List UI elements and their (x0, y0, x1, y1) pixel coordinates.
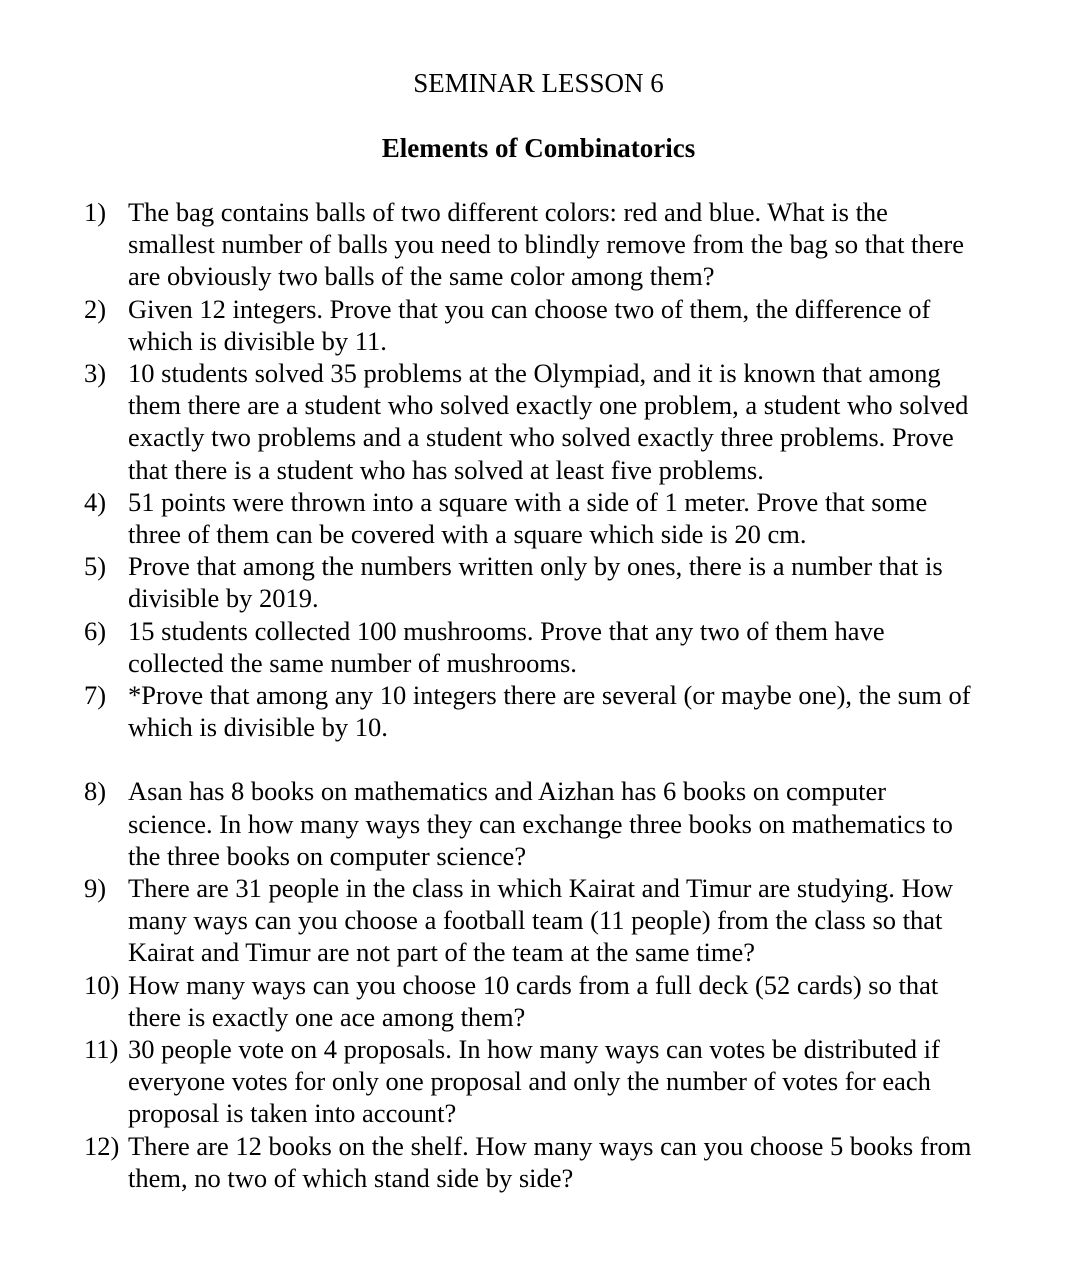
problem-text-line: everyone votes for only one proposal and only the number of votes for each (128, 1066, 931, 1097)
problem-number: 2) (84, 293, 107, 324)
problem-text-line: divisible by 2019. (128, 583, 319, 614)
problem-text-line: The bag contains balls of two different colors: red and blue. What is the (128, 197, 888, 227)
page-title: SEMINAR LESSON 6 (413, 68, 664, 98)
problem-item (84, 969, 1034, 1033)
problem-text-line: proposal is taken into account? (128, 1098, 457, 1129)
problem-number: 10) (84, 969, 120, 1000)
problem-text-line: 10 students solved 35 problems at the Olympiad, and it is known that among (128, 358, 941, 389)
problem-text-line: smallest number of balls you need to blindly remove from the bag so that there (128, 229, 965, 260)
problem-item (84, 679, 1034, 743)
problem-text-line: many ways can you choose a football team (11 people) from the class so that (128, 905, 943, 936)
problem-number: 9) (84, 873, 107, 904)
problem-text-line: How many ways can you choose 10 cards from a full deck (52 cards) so that (128, 969, 939, 1000)
problem-text-line: There are 31 people in the class in which Kairat and Timur are studying. How (128, 873, 953, 904)
problem-number: 12) (84, 1130, 120, 1161)
problem-number: 8) (84, 776, 107, 807)
problem-number: 11) (84, 1034, 119, 1065)
problem-item (84, 872, 1034, 969)
problem-number: 6) (84, 615, 107, 646)
problem-item (84, 293, 1034, 357)
problem-text-line: which is divisible by 11. (128, 325, 387, 356)
problem-item (84, 357, 1034, 486)
problem-text-line: the three books on computer science? (128, 840, 527, 871)
problem-number: 4) (84, 486, 107, 517)
problem-text-line: 51 points were thrown into a square with a side of 1 meter. Prove that some (128, 486, 928, 517)
problem-number: 3) (84, 358, 107, 389)
problem-item (84, 1033, 1034, 1130)
problem-number: 7) (84, 680, 107, 711)
problem-text-line: there is exactly one ace among them? (128, 1001, 526, 1032)
problem-text-line: *Prove that among any 10 integers there are several (or maybe one), the sum of (128, 680, 971, 711)
problem-list (84, 196, 1034, 1194)
problem-text-line: There are 12 books on the shelf. How many ways can you choose 5 books from (128, 1130, 972, 1161)
problem-text-line: collected the same number of mushrooms. (128, 647, 577, 678)
problem-text-line: Prove that among the numbers written only by ones, there is a number that is (128, 551, 943, 582)
problem-text-line: 30 people vote on 4 proposals. In how many ways can votes be distributed if (128, 1034, 940, 1065)
problem-text-line: three of them can be covered with a square which side is 20 cm. (128, 519, 807, 550)
problem-item (84, 775, 1034, 872)
problem-text-line: them there are a student who solved exactly one problem, a student who solved (128, 390, 969, 421)
problem-text-line: which is divisible by 10. (128, 712, 388, 743)
problem-text-line: that there is a student who has solved at least five problems. (128, 454, 764, 485)
problem-item (84, 196, 1034, 293)
problem-text-line: 15 students collected 100 mushrooms. Prove that any two of them have (128, 615, 885, 646)
problem-text-line: exactly two problems and a student who solved exactly three problems. Prove (128, 422, 954, 453)
problem-item (84, 615, 1034, 679)
problem-number: 1) (84, 197, 107, 227)
problem-text-line: them, no two of which stand side by side? (128, 1162, 574, 1193)
problem-text-line: science. In how many ways they can exchange three books on mathematics to (128, 808, 953, 839)
problem-item (84, 1130, 1034, 1194)
problem-item (84, 486, 1034, 550)
problem-item (84, 550, 1034, 614)
problem-text-line: Given 12 integers. Prove that you can choose two of them, the difference of (128, 293, 931, 324)
problem-text-line: are obviously two balls of the same color among them? (128, 261, 715, 292)
problem-text-line: Asan has 8 books on mathematics and Aizhan has 6 books on computer (128, 776, 887, 807)
problem-text-line: Kairat and Timur are not part of the team at the same time? (128, 937, 755, 968)
problem-number: 5) (84, 551, 107, 582)
page-subtitle: Elements of Combinatorics (381, 133, 696, 163)
